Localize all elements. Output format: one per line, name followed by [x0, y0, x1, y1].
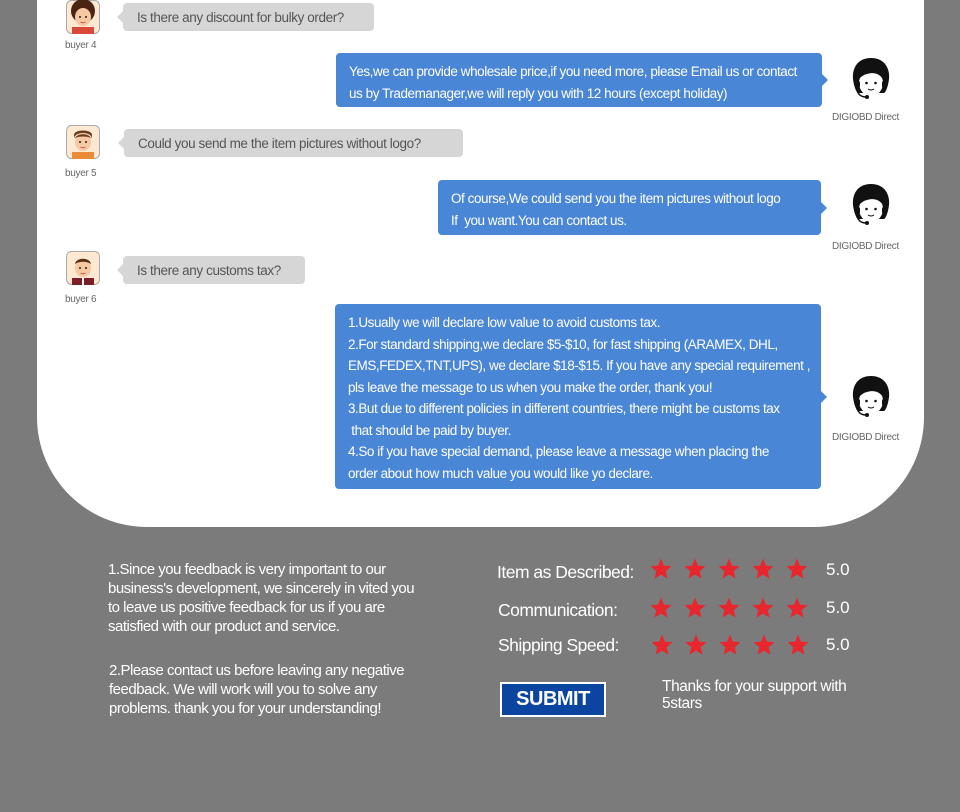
submit-button[interactable]: SUBMIT [500, 682, 606, 717]
star-icon[interactable] [751, 596, 775, 620]
star-icon[interactable] [649, 596, 673, 620]
star-icon[interactable] [751, 557, 775, 581]
seller-message [335, 304, 821, 489]
star-icon[interactable] [785, 596, 809, 620]
buyer-name: buyer 4 [65, 40, 97, 51]
star-rating-shipping-speed[interactable] [650, 633, 810, 657]
star-rating-item-described[interactable] [649, 557, 809, 581]
message-line: Yes,we can provide wholesale price,if you need more, please Email us or contact [349, 64, 797, 79]
star-icon[interactable] [717, 596, 741, 620]
seller-name: DIGIOBD Direct [832, 241, 899, 252]
star-icon[interactable] [785, 557, 809, 581]
rating-value: 5.0 [826, 560, 850, 579]
headset-agent-avatar [846, 55, 896, 105]
message-line: us by Trademanager,we will reply you with 12 hours (except holiday) [349, 85, 728, 101]
star-icon[interactable] [717, 557, 741, 581]
rating-label-communication: Communication: [498, 600, 618, 620]
seller-name: DIGIOBD Direct [832, 112, 899, 123]
feedback-note-positive: 1.Since you feedback is very important to our business's development, we sincerely in vited you to leave us positive feedback for us if you are satisfied with our product and service. [108, 561, 415, 635]
buyer-name: buyer 5 [65, 168, 97, 179]
seller-message [336, 53, 822, 107]
star-icon[interactable] [786, 633, 810, 657]
star-icon[interactable] [683, 596, 707, 620]
feedback-note-negative: 2.Please contact us before leaving any negative feedback. We will work will you to solve any problems. thank you for your understanding! [109, 662, 405, 717]
buyer-curly-hair-avatar [66, 0, 100, 34]
message-line: 2.For standard shipping,we declare $5-$10, for fast shipping (ARAMEX, DHL, [348, 336, 778, 352]
buyer-man-avatar [66, 125, 100, 159]
buyer-message: Is there any customs tax? [123, 256, 305, 284]
star-icon[interactable] [684, 633, 708, 657]
rating-value: 5.0 [826, 635, 850, 654]
star-rating-communication[interactable] [649, 596, 809, 620]
buyer-message: Could you send me the item pictures without logo? [124, 129, 463, 157]
seller-name: DIGIOBD Direct [832, 432, 899, 443]
message-line: 3.But due to different policies in different countries, there might be customs tax [348, 401, 780, 416]
seller-message [438, 180, 821, 235]
message-line: Of course,We could send you the item pictures without logo [451, 191, 781, 206]
message-line: If you want.You can contact us. [451, 212, 627, 228]
star-icon[interactable] [752, 633, 776, 657]
rating-label-item-described: Item as Described: [497, 562, 634, 582]
message-line: 4.So if you have special demand, please leave a message when placing the [348, 444, 769, 459]
buyer-man-tie-avatar [66, 251, 100, 285]
star-icon[interactable] [718, 633, 742, 657]
headset-agent-avatar [846, 373, 896, 423]
headset-agent-avatar [846, 181, 896, 231]
buyer-message: Is there any discount for bulky order? [123, 3, 374, 31]
rating-label-shipping-speed: Shipping Speed: [498, 635, 619, 655]
message-line: EMS,FEDEX,TNT,UPS), we declare $18-$15. If you have any special requirement , [348, 358, 811, 373]
message-line: order about how much value you would like yo declare. [348, 465, 653, 481]
star-icon[interactable] [683, 557, 707, 581]
buyer-name: buyer 6 [65, 294, 97, 305]
star-icon[interactable] [650, 633, 674, 657]
message-line: that should be paid by buyer. [348, 422, 511, 438]
rating-value: 5.0 [826, 598, 850, 617]
thanks-message: Thanks for your support with 5stars [662, 678, 847, 712]
message-line: pls leave the message to us when you make the order, thank you! [348, 379, 713, 395]
message-line: 1.Usually we will declare low value to avoid customs tax. [348, 315, 660, 330]
star-icon[interactable] [649, 557, 673, 581]
